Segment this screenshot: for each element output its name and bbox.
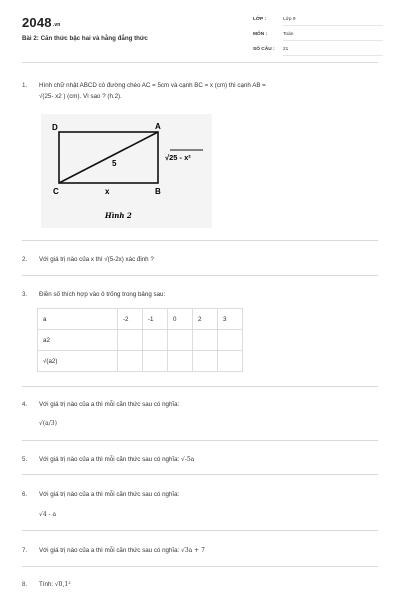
question-number: 7. — [22, 547, 28, 554]
vertex-d-label: D — [52, 123, 58, 132]
question-1-text — [39, 80, 266, 102]
meta-subject — [253, 32, 293, 37]
question-divider — [22, 275, 378, 276]
side-bc-label: x — [105, 187, 110, 196]
table-empty-cell[interactable] — [193, 330, 218, 351]
question-8-text — [39, 579, 71, 590]
question-number: 5. — [22, 456, 28, 463]
meta-underline — [283, 55, 383, 56]
question-divider — [22, 530, 378, 531]
vertex-c-label: C — [53, 187, 59, 196]
question-5-text — [39, 454, 194, 465]
question-5-radical: √-5a — [181, 456, 195, 463]
meta-class — [253, 17, 295, 22]
table-cell: 0 — [168, 309, 193, 330]
vertex-a-label: A — [155, 122, 161, 131]
side-ab-label: √25 - x² — [165, 153, 191, 162]
question-divider — [22, 240, 378, 241]
table-empty-cell[interactable] — [218, 351, 243, 372]
diagonal-length-label: 5 — [112, 159, 117, 168]
question-7-radical: √3a + 7 — [181, 547, 205, 554]
table-empty-cell[interactable] — [143, 330, 168, 351]
meta-label: SỐ CÂU : — [253, 47, 275, 52]
question-5-prompt: Với giá trị nào của a thì mỗi căn thức sau có nghĩa: — [39, 456, 180, 463]
table-cell: a — [38, 309, 118, 330]
question-number: 3. — [22, 291, 28, 298]
question-3-text: Điền số thích hợp vào ô trống trong bảng sau: — [39, 291, 166, 298]
meta-label: MÔN : — [253, 32, 268, 37]
question-number: 6. — [22, 491, 28, 498]
meta-underline — [283, 40, 383, 41]
site-logo[interactable] — [22, 15, 61, 30]
table-cell: -2 — [118, 309, 143, 330]
question-number: 1. — [22, 82, 28, 89]
question-4-radical: √(a/3) — [39, 420, 57, 427]
table-empty-cell[interactable] — [143, 351, 168, 372]
rectangle-diagram — [41, 114, 212, 228]
table-cell: √(a2) — [38, 351, 118, 372]
table-empty-cell[interactable] — [168, 351, 193, 372]
table-cell: 2 — [193, 309, 218, 330]
table-empty-cell[interactable] — [193, 351, 218, 372]
meta-value: Lớp 9 — [283, 17, 296, 22]
diagonal-ac — [59, 132, 158, 183]
meta-label: LỚP : — [253, 17, 267, 22]
table-cell: 3 — [218, 309, 243, 330]
question-divider — [22, 440, 378, 441]
question-divider — [22, 474, 378, 475]
meta-value: 21 — [283, 47, 289, 52]
header-divider — [22, 62, 378, 63]
question-number: 2. — [22, 256, 28, 263]
question-2-text: Với giá trị nào của x thì √(5-2x) xác định ? — [39, 256, 154, 263]
question-8-prompt: Tính: — [39, 581, 54, 588]
question-divider — [22, 386, 378, 387]
table-row — [38, 330, 243, 351]
rectangle-figure — [41, 114, 212, 228]
vertex-b-label: B — [155, 187, 161, 196]
value-table — [37, 308, 243, 372]
table-empty-cell[interactable] — [168, 330, 193, 351]
question-number: 4. — [22, 401, 28, 408]
question-number: 8. — [22, 581, 28, 588]
table-empty-cell[interactable] — [118, 330, 143, 351]
table-empty-cell[interactable] — [218, 330, 243, 351]
table-row — [38, 309, 243, 330]
logo-text: 2048 — [22, 15, 52, 30]
table-empty-cell[interactable] — [118, 351, 143, 372]
question-7-prompt: Với giá trị nào của a thì mỗi căn thức sau có nghĩa: — [39, 547, 180, 554]
question-4-text: Với giá trị nào của a thì mỗi căn thức sau có nghĩa: — [39, 401, 180, 408]
question-7-text — [39, 545, 205, 556]
figure-caption: Hình 2 — [105, 211, 132, 220]
table-row — [38, 351, 243, 372]
question-6-radical: √4 - a — [39, 511, 57, 518]
question-8-radical: √0,1² — [54, 581, 71, 588]
question-1-line-1: Hình chữ nhật ABCD có đường chéo AC = 5cm và cạnh BC = x (cm) thì cạnh AB = — [39, 82, 266, 89]
table-cell: a2 — [38, 330, 118, 351]
question-1-line-2: √(25- x2 ) (cm). Vì sao ? (h.2). — [39, 93, 122, 100]
meta-value: Toán — [283, 32, 294, 37]
lesson-title: Bài 2: Căn thức bậc hai và hằng đẳng thức — [22, 35, 148, 42]
table-cell: -1 — [143, 309, 168, 330]
meta-underline — [283, 25, 383, 26]
question-divider — [22, 566, 378, 567]
question-6-text: Với giá trị nào của a thì mỗi căn thức sau có nghĩa: — [39, 491, 180, 498]
logo-suffix: .vn — [52, 22, 61, 28]
meta-count — [253, 47, 288, 52]
